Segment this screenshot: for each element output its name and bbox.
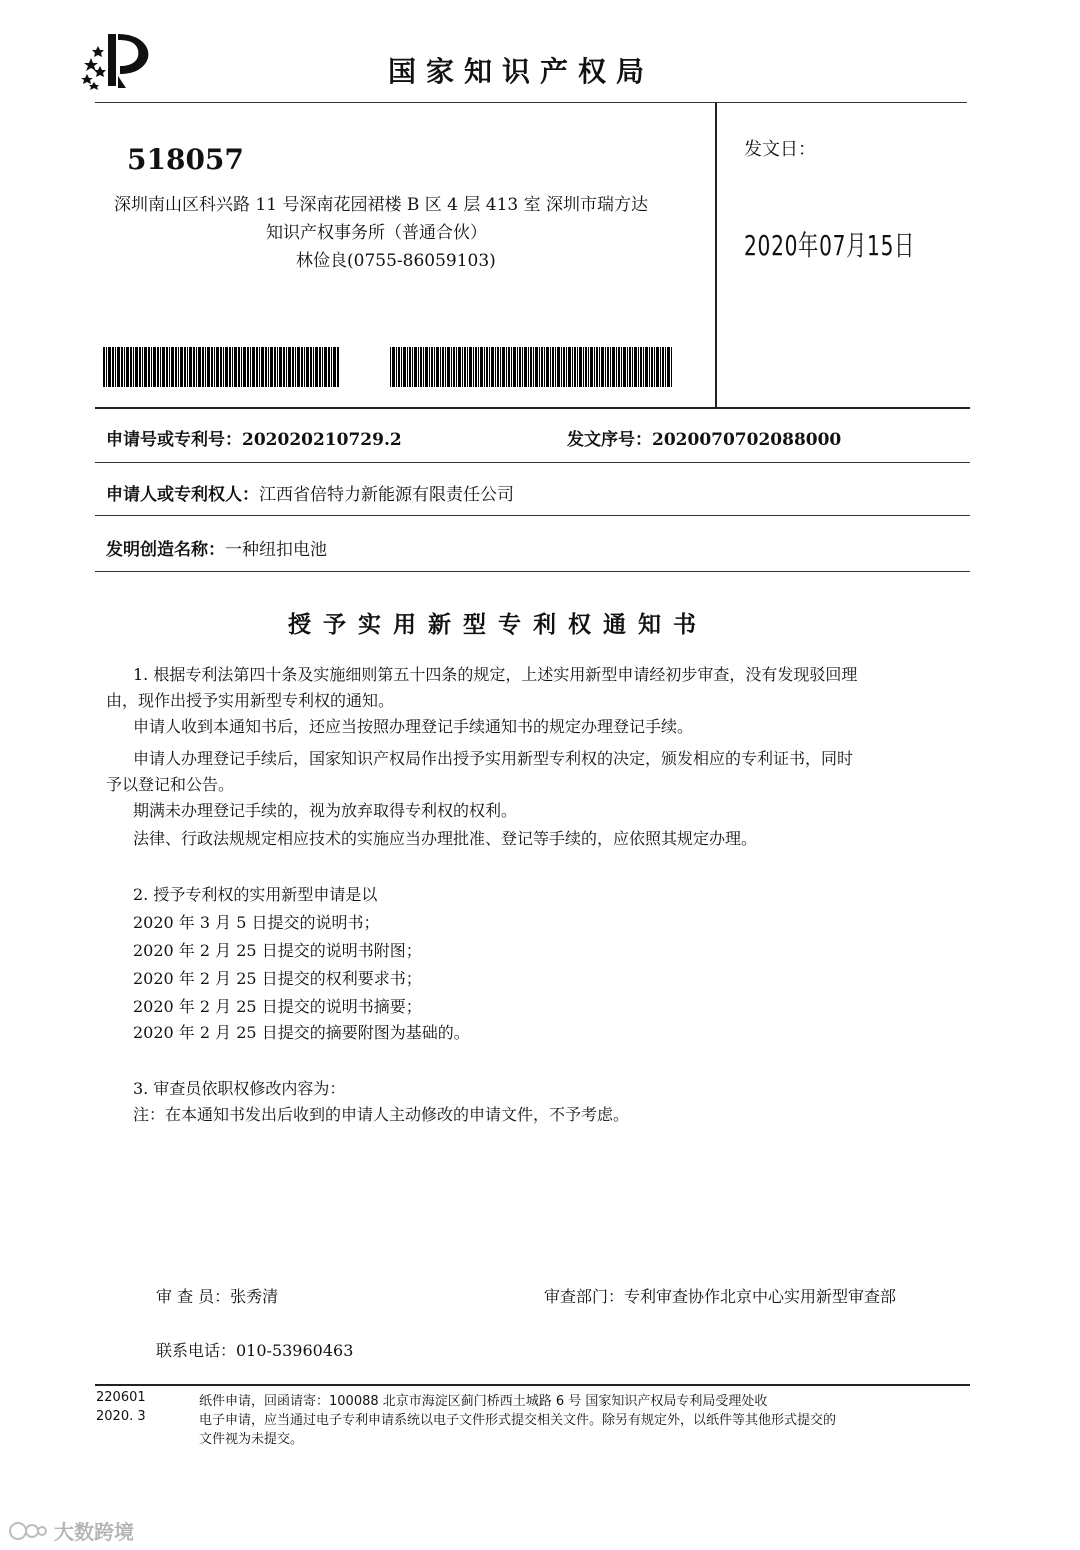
row-rule-2 [95,515,970,516]
application-number-label: 申请号或专利号： [106,430,242,450]
section-3-line: 3. 审查员依职权修改内容为： [133,1079,346,1098]
date-box-divider [715,102,717,407]
row-rule-1 [95,462,970,463]
section-1-line: 申请人收到本通知书后，还应当按照办理登记手续通知书的规定办理登记手续。 [133,717,694,736]
application-number-value: 202020210729.2 [242,430,402,450]
section-1-line: 1. 根据专利法第四十条及实施细则第五十四条的规定，上述实用新型申请经初步审查，没有发现驳回理 [133,665,858,684]
section-2-line: 2020 年 2 月 25 日提交的权利要求书； [133,969,422,988]
section-2-line: 2020 年 2 月 25 日提交的说明书附图； [133,941,422,960]
invention-title [106,535,327,560]
section-1-line: 期满未办理登记手续的，视为放弃取得专利权的权利。 [133,801,518,820]
dispatch-date-label: 发文日： [744,139,816,160]
examination-department: 审查部门：专利审查协作北京中心实用新型审查部 [544,1287,897,1306]
dispatch-date-value: 2020年07月15日 [744,229,916,262]
watermark-text: 大数跨境 [54,1520,134,1544]
footer-rule [95,1384,970,1386]
applicant-label: 申请人或专利权人： [106,485,259,505]
section-2-line: 2020 年 3 月 5 日提交的说明书； [133,913,380,932]
section-3-line: 注：在本通知书发出后收到的申请人主动修改的申请文件，不予考虑。 [133,1105,630,1124]
recipient-name: 林俭良(0755-86059103) [296,251,496,271]
footer-line-3: 文件视为未提交。 [199,1432,304,1447]
dispatch-serial-label: 发文序号： [567,430,652,450]
barcode-right [390,347,673,387]
section-1-line: 法律、行政法规规定相应技术的实施应当办理批准、登记等手续的，应依照其规定办理。 [133,829,758,848]
invention-title-value: 一种纽扣电池 [225,540,327,560]
form-code: 220601 [96,1390,146,1405]
dispatch-serial [567,425,841,450]
watermark [8,1516,134,1545]
address-bottom-rule [95,407,970,409]
section-2-line: 2020 年 2 月 25 日提交的说明书摘要； [133,997,422,1016]
invention-title-label: 发明创造名称： [106,540,225,560]
notice-title: 授予实用新型专利权通知书 [288,612,708,638]
section-1-line: 由，现作出授予实用新型专利权的通知。 [106,691,395,710]
section-1-line: 申请人办理登记手续后，国家知识产权局作出授予实用新型专利权的决定，颁发相应的专利证书，同时 [133,749,854,768]
footer-line-1: 纸件申请，回函请寄：100088 北京市海淀区蓟门桥西土城路 6 号 国家知识产权局专利局受理处收 [199,1394,768,1409]
cnipa-logo [78,28,158,90]
section-2-line: 2. 授予专利权的实用新型申请是以 [133,885,378,904]
section-1-line: 予以登记和公告。 [106,775,235,794]
address-line-1: 深圳南山区科兴路 11 号深南花园裙楼 B 区 4 层 413 室 深圳市瑞方达 [114,195,649,215]
footer-line-2: 电子申请，应当通过电子专利申请系统以电子文件形式提交相关文件。除另有规定外，以纸件等其他形式提交的 [199,1413,837,1428]
section-2-line: 2020 年 2 月 25 日提交的摘要附图为基础的。 [133,1023,470,1042]
watermark-logo-icon [8,1519,48,1543]
form-date: 2020. 3 [96,1409,146,1424]
address-line-2: 知识产权事务所（普通合伙） [266,223,487,243]
applicant [106,480,514,505]
row-rule-3 [95,571,970,572]
dispatch-serial-value: 2020070702088000 [652,430,842,450]
contact-phone: 联系电话：010-53960463 [156,1341,354,1360]
barcode-left [103,347,340,387]
application-number [106,425,402,450]
header-rule [95,102,967,103]
postal-code: 518057 [127,143,244,176]
examiner: 审 查 员：张秀清 [156,1287,279,1306]
office-name: 国家知识产权局 [388,55,655,88]
applicant-value: 江西省倍特力新能源有限责任公司 [259,485,514,505]
